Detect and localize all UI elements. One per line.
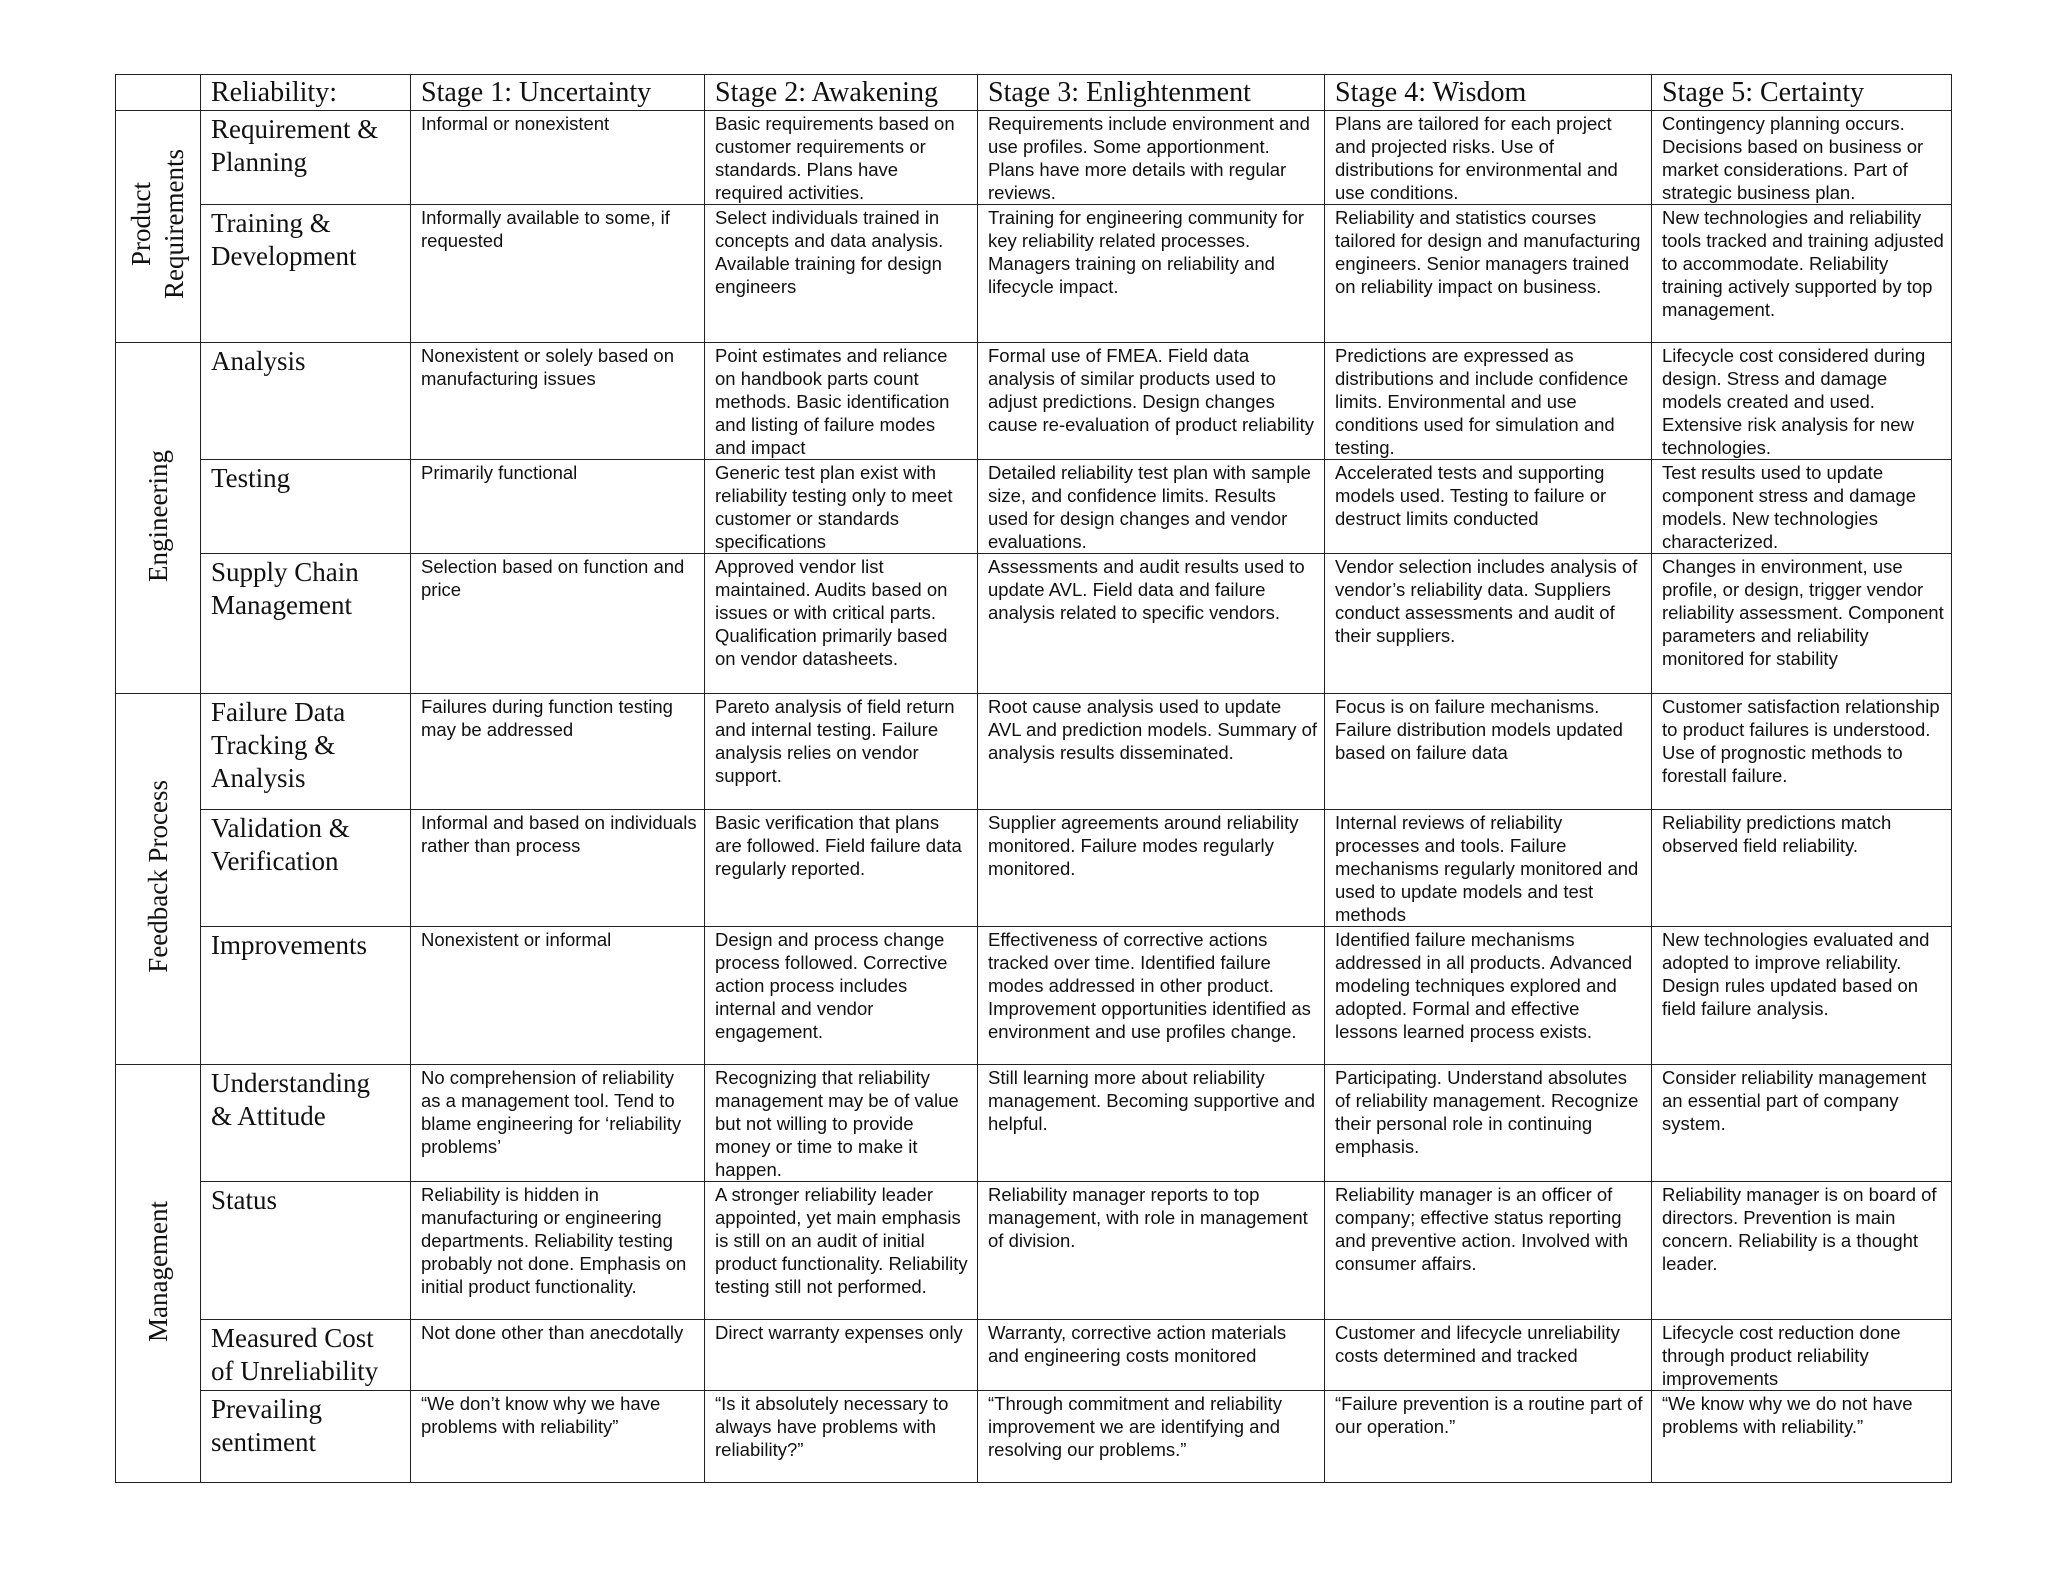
stage-4-cell: Predictions are expressed as distributions and include confidence limits. Environmental and use conditions used for simulation and testing. (1325, 343, 1652, 460)
group-title-cell (116, 1065, 201, 1483)
stage-4-cell: Plans are tailored for each project and projected risks. Use of distributions for environmental and use conditions. (1325, 111, 1652, 205)
reliability-maturity-table (115, 74, 1952, 1483)
row-label-line: Verification (211, 846, 339, 876)
stage-2-cell: Generic test plan exist with reliability testing only to meet customer or standards specifications (705, 460, 978, 554)
stage-5-cell: Lifecycle cost reduction done through product reliability improvements (1652, 1320, 1952, 1391)
row-label-line: Tracking & (211, 730, 336, 760)
group-title-cell (116, 343, 201, 694)
header-row (116, 75, 1952, 111)
row-label-line: Requirement & (211, 114, 379, 144)
row-label-line: Development (211, 241, 357, 271)
table-row (116, 810, 1952, 927)
stage-3-cell: Requirements include environment and use profiles. Some apportionment. Plans have more details with regular reviews. (978, 111, 1325, 205)
stage-3-cell: Effectiveness of corrective actions tracked over time. Identified failure modes addressed in other product. Improvement opportunities identified as environment and use profiles change. (978, 927, 1325, 1065)
group-title (142, 450, 175, 582)
stage-2-cell: Approved vendor list maintained. Audits based on issues or with critical parts. Qualification primarily based on vendor datasheets. (705, 554, 978, 694)
stage-1-cell: Informal and based on individuals rather than process (411, 810, 705, 927)
row-label (201, 1065, 411, 1182)
stage-4-cell: Internal reviews of reliability processes and tools. Failure mechanisms regularly monitored and used to update models and test methods (1325, 810, 1652, 927)
table-row (116, 554, 1952, 694)
stage-4-cell: Reliability manager is an officer of company; effective status reporting and preventive action. Involved with consumer affairs. (1325, 1182, 1652, 1320)
row-label (201, 927, 411, 1065)
stage-5-cell: Lifecycle cost considered during design. Stress and damage models created and used. Extensive risk analysis for new technologies. (1652, 343, 1952, 460)
row-label (201, 205, 411, 343)
stage-1-cell: Selection based on function and price (411, 554, 705, 694)
row-label (201, 554, 411, 694)
row-label (201, 343, 411, 460)
table-row (116, 694, 1952, 810)
row-label-line: Supply Chain (211, 557, 359, 587)
row-label-line: Planning (211, 147, 308, 177)
stage-5-cell: Customer satisfaction relationship to product failures is understood. Use of prognostic methods to forestall failure. (1652, 694, 1952, 810)
table-row (116, 1320, 1952, 1391)
stage-2-cell: A stronger reliability leader appointed, yet main emphasis is still on an audit of initial product functionality. Reliability testing still not performed. (705, 1182, 978, 1320)
table-row (116, 927, 1952, 1065)
stage-4-cell: Vendor selection includes analysis of vendor’s reliability data. Suppliers conduct assessments and audit of their suppliers. (1325, 554, 1652, 694)
stage-3-cell: Formal use of FMEA. Field data analysis of similar products used to adjust predictions. Design changes cause re-evaluation of product reliability (978, 343, 1325, 460)
row-label-line: Prevailing (211, 1394, 322, 1424)
stage-2-cell: Pareto analysis of field return and internal testing. Failure analysis relies on vendor support. (705, 694, 978, 810)
table-row (116, 460, 1952, 554)
row-label-line: Understanding (211, 1068, 370, 1098)
stage-4-cell: Focus is on failure mechanisms. Failure distribution models updated based on failure data (1325, 694, 1652, 810)
row-label-line: & Attitude (211, 1101, 326, 1131)
row-label-line: Failure Data (211, 697, 346, 727)
group-title-line: Management (142, 1200, 173, 1342)
header-corner-cell (116, 75, 201, 111)
stage-1-cell: Failures during function testing may be addressed (411, 694, 705, 810)
group-title-line: Product (126, 182, 156, 266)
stage-2-cell: Direct warranty expenses only (705, 1320, 978, 1391)
stage-2-cell: Design and process change process followed. Corrective action process includes internal and vendor engagement. (705, 927, 978, 1065)
row-label (201, 111, 411, 205)
stage-3-cell: Warranty, corrective action materials and engineering costs monitored (978, 1320, 1325, 1391)
row-label-line: Testing (211, 463, 291, 493)
stage-1-cell: Primarily functional (411, 460, 705, 554)
group-title-line: Requirements (159, 149, 189, 299)
group-title (142, 780, 175, 973)
row-label-line: Training & (211, 208, 331, 238)
group-title (125, 149, 191, 299)
table-row (116, 343, 1952, 460)
row-label-line: Management (211, 590, 352, 620)
table-row (116, 205, 1952, 343)
row-label (201, 460, 411, 554)
stage-1-cell: No comprehension of reliability as a management tool. Tend to blame engineering for ‘reliability problems’ (411, 1065, 705, 1182)
stage-4-cell: Participating. Understand absolutes of reliability management. Recognize their personal role in continuing emphasis. (1325, 1065, 1652, 1182)
stage-5-cell: New technologies and reliability tools tracked and training adjusted to accommodate. Reliability training actively supported by top management. (1652, 205, 1952, 343)
stage-2-cell: Recognizing that reliability management may be of value but not willing to provide money or time to make it happen. (705, 1065, 978, 1182)
row-label (201, 1320, 411, 1391)
table-row (116, 1065, 1952, 1182)
header-stage-1: Stage 1: Uncertainty (411, 75, 705, 111)
stage-4-cell: Customer and lifecycle unreliability costs determined and tracked (1325, 1320, 1652, 1391)
stage-3-cell: Assessments and audit results used to update AVL. Field data and failure analysis related to specific vendors. (978, 554, 1325, 694)
stage-1-cell: Nonexistent or informal (411, 927, 705, 1065)
group-title-cell (116, 694, 201, 1065)
row-label-line: Analysis (211, 763, 306, 793)
group-title-cell (116, 111, 201, 343)
stage-5-cell: Changes in environment, use profile, or design, trigger vendor reliability assessment. Component parameters and reliability monitored for stability (1652, 554, 1952, 694)
row-label-line: sentiment (211, 1427, 316, 1457)
header-stage-4: Stage 4: Wisdom (1325, 75, 1652, 111)
row-label-line: Validation & (211, 813, 350, 843)
stage-3-cell: Reliability manager reports to top management, with role in management of division. (978, 1182, 1325, 1320)
stage-5-cell: Consider reliability management an essential part of company system. (1652, 1065, 1952, 1182)
group-title-line: Feedback Process (142, 780, 173, 973)
stage-1-cell: Informally available to some, if requested (411, 205, 705, 343)
stage-2-cell: Basic verification that plans are followed. Field failure data regularly reported. (705, 810, 978, 927)
stage-1-cell: Nonexistent or solely based on manufacturing issues (411, 343, 705, 460)
stage-1-cell: Informal or nonexistent (411, 111, 705, 205)
row-label (201, 1182, 411, 1320)
stage-1-cell: Not done other than anecdotally (411, 1320, 705, 1391)
stage-5-cell: Test results used to update component stress and damage models. New technologies characterized. (1652, 460, 1952, 554)
stage-1-cell: “We don’t know why we have problems with reliability” (411, 1391, 705, 1483)
group-title-line: Engineering (142, 449, 173, 582)
row-label (201, 1391, 411, 1483)
stage-5-cell: Contingency planning occurs. Decisions based on business or market considerations. Part of strategic business plan. (1652, 111, 1952, 205)
stage-4-cell: Accelerated tests and supporting models used. Testing to failure or destruct limits conducted (1325, 460, 1652, 554)
header-stage-5: Stage 5: Certainty (1652, 75, 1952, 111)
stage-5-cell: Reliability manager is on board of directors. Prevention is main concern. Reliability is a thought leader. (1652, 1182, 1952, 1320)
stage-5-cell: New technologies evaluated and adopted to improve reliability. Design rules updated based on field failure analysis. (1652, 927, 1952, 1065)
row-label (201, 810, 411, 927)
stage-2-cell: Basic requirements based on customer requirements or standards. Plans have required activities. (705, 111, 978, 205)
table-row (116, 1182, 1952, 1320)
stage-3-cell: “Through commitment and reliability improvement we are identifying and resolving our problems.” (978, 1391, 1325, 1483)
stage-4-cell: Reliability and statistics courses tailored for design and manufacturing engineers. Senior managers trained on reliability impact on business. (1325, 205, 1652, 343)
stage-2-cell: Point estimates and reliance on handbook parts count methods. Basic identification and listing of failure modes and impact (705, 343, 978, 460)
group-title (142, 1201, 175, 1342)
row-label-line: Analysis (211, 346, 306, 376)
row-label-line: Status (211, 1185, 278, 1215)
row-label-line: of Unreliability (211, 1356, 379, 1386)
row-label (201, 694, 411, 810)
header-stage-3: Stage 3: Enlightenment (978, 75, 1325, 111)
stage-4-cell: Identified failure mechanisms addressed in all products. Advanced modeling techniques explored and adopted. Formal and effective lessons learned process exists. (1325, 927, 1652, 1065)
header-reliability-label: Reliability: (201, 75, 411, 111)
stage-3-cell: Supplier agreements around reliability monitored. Failure modes regularly monitored. (978, 810, 1325, 927)
header-stage-2: Stage 2: Awakening (705, 75, 978, 111)
stage-3-cell: Root cause analysis used to update AVL and prediction models. Summary of analysis results disseminated. (978, 694, 1325, 810)
stage-2-cell: “Is it absolutely necessary to always have problems with reliability?” (705, 1391, 978, 1483)
stage-5-cell: “We know why we do not have problems with reliability.” (1652, 1391, 1952, 1483)
stage-4-cell: “Failure prevention is a routine part of our operation.” (1325, 1391, 1652, 1483)
stage-3-cell: Training for engineering community for key reliability related processes. Managers training on reliability and lifecycle impact. (978, 205, 1325, 343)
stage-2-cell: Select individuals trained in concepts and data analysis. Available training for design engineers (705, 205, 978, 343)
row-label-line: Improvements (211, 930, 367, 960)
stage-3-cell: Detailed reliability test plan with sample size, and confidence limits. Results used for design changes and vendor evaluations. (978, 460, 1325, 554)
table-row (116, 1391, 1952, 1483)
stage-3-cell: Still learning more about reliability management. Becoming supportive and helpful. (978, 1065, 1325, 1182)
stage-5-cell: Reliability predictions match observed field reliability. (1652, 810, 1952, 927)
row-label-line: Measured Cost (211, 1323, 374, 1353)
stage-1-cell: Reliability is hidden in manufacturing or engineering departments. Reliability testing probably not done. Emphasis on initial product functionality. (411, 1182, 705, 1320)
table-row (116, 111, 1952, 205)
